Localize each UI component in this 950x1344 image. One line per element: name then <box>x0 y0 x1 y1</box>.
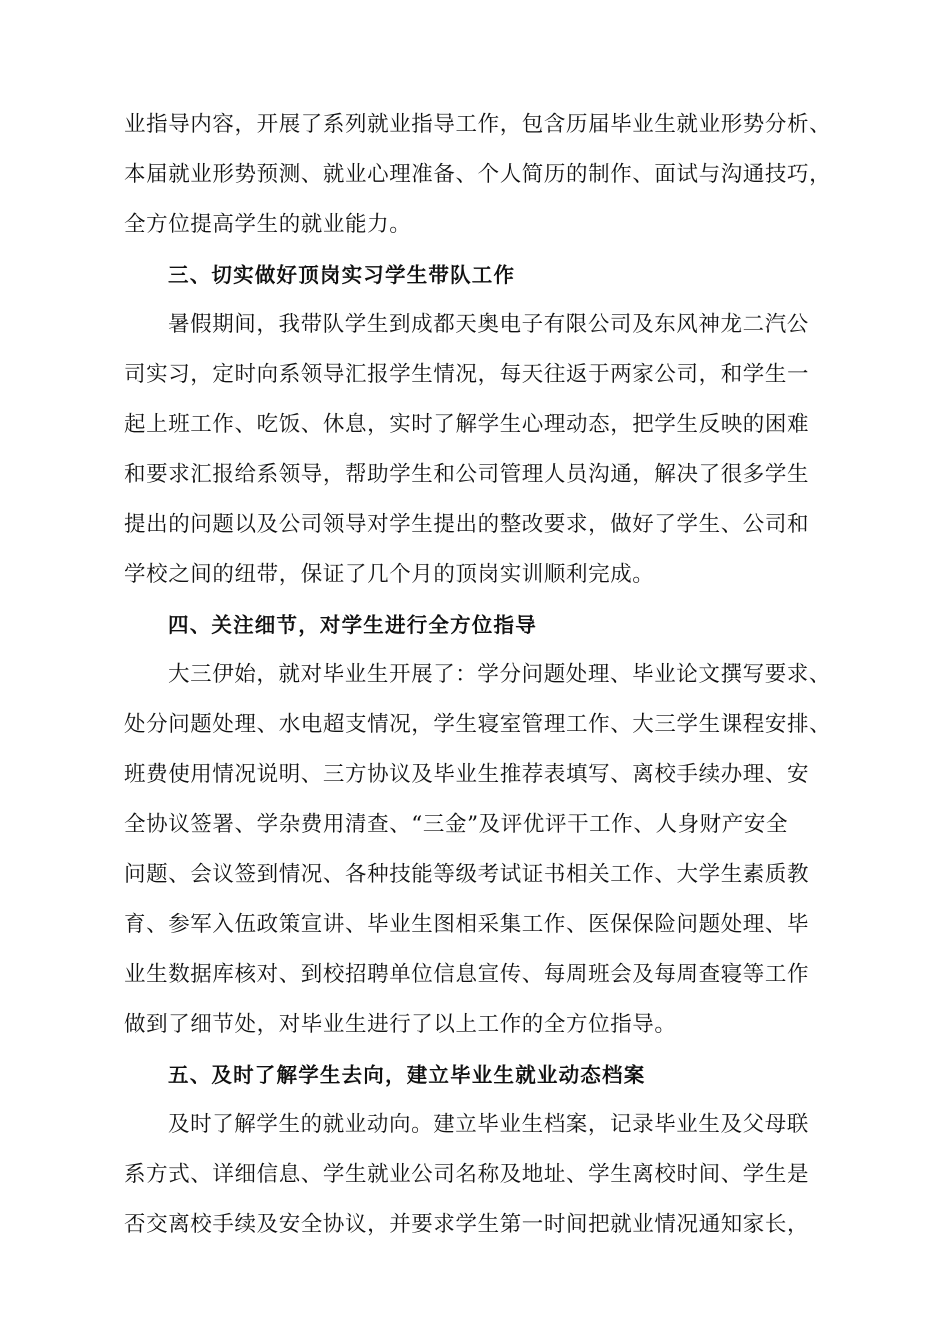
text-line: 和要求汇报给系领导，帮助学生和公司管理人员沟通，解决了很多学生 <box>124 462 810 487</box>
text-line: 问题、会议签到情况、各种技能等级考试证书相关工作、大学生素质教 <box>124 862 810 887</box>
text-line: 本届就业形势预测、就业心理准备、个人简历的制作、面试与沟通技巧， <box>124 162 832 187</box>
text-line: 班费使用情况说明、三方协议及毕业生推荐表填写、离校手续办理、安 <box>124 762 810 787</box>
text-line: 大三伊始，就对毕业生开展了：学分问题处理、毕业论文撰写要求、 <box>168 662 832 687</box>
text-line: 暑假期间，我带队学生到成都天奥电子有限公司及东风神龙二汽公 <box>168 312 809 337</box>
text-line: 提出的问题以及公司领导对学生提出的整改要求，做好了学生、公司和 <box>124 512 810 537</box>
text-line: 全协议签署、学杂费用清查、“三金”及评优评干工作、人身财产安全 <box>124 812 789 837</box>
text-line: 否交离校手续及安全协议，并要求学生第一时间把就业情况通知家长， <box>124 1212 810 1237</box>
text-line: 育、参军入伍政策宣讲、毕业生图相采集工作、医保保险问题处理、毕 <box>124 912 810 937</box>
section-heading-5: 五、及时了解学生去向，建立毕业生就业动态档案 <box>168 1063 646 1087</box>
text-line: 系方式、详细信息、学生就业公司名称及地址、学生离校时间、学生是 <box>124 1162 810 1187</box>
text-line: 处分问题处理、水电超支情况，学生寝室管理工作、大三学生课程安排、 <box>124 712 832 737</box>
text-line: 学校之间的纽带，保证了几个月的顶岗实训顺利完成。 <box>124 562 655 587</box>
text-line: 业指导内容，开展了系列就业指导工作，包含历届毕业生就业形势分析、 <box>124 112 832 137</box>
text-line: 起上班工作、吃饭、休息，实时了解学生心理动态，把学生反映的困难 <box>124 412 810 437</box>
text-line: 司实习，定时向系领导汇报学生情况，每天往返于两家公司，和学生一 <box>124 362 810 387</box>
text-line: 及时了解学生的就业动向。建立毕业生档案，记录毕业生及父母联 <box>168 1112 809 1137</box>
text-line: 业生数据库核对、到校招聘单位信息宣传、每周班会及每周查寝等工作 <box>124 962 810 987</box>
section-heading-4: 四、关注细节，对学生进行全方位指导 <box>168 613 537 637</box>
section-heading-3: 三、切实做好顶岗实习学生带队工作 <box>168 263 516 287</box>
text-line: 做到了细节处，对毕业生进行了以上工作的全方位指导。 <box>124 1012 677 1037</box>
text-line: 全方位提高学生的就业能力。 <box>124 212 412 237</box>
